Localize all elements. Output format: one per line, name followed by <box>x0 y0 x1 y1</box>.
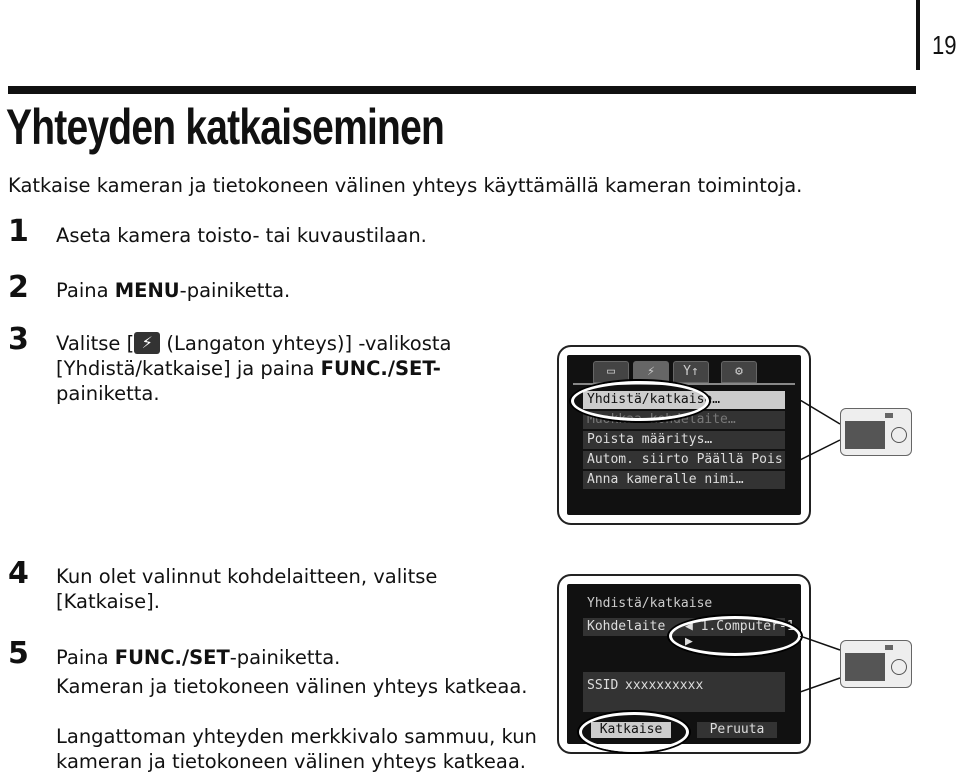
step-number: 5 <box>8 636 29 671</box>
step-text-part: [Yhdistä/katkaise] ja paina <box>56 357 321 380</box>
highlight-ellipse <box>669 616 801 656</box>
screen-display <box>567 355 801 515</box>
step-text-part: (Langaton yhteys)] -valikosta <box>160 332 452 355</box>
title-bar <box>8 86 916 94</box>
step-text-part: -painiketta. <box>229 646 341 669</box>
menu-item-auto-transfer: Autom. siirto Päällä Pois <box>583 451 785 469</box>
step-text <box>56 279 290 303</box>
step-text: Kameran ja tietokoneen välinen yhteys katkeaa. <box>56 675 528 698</box>
step-number: 1 <box>8 214 29 249</box>
note-text: Langattoman yhteyden merkkivalo sammuu, kun <box>56 725 537 748</box>
camera-screen-menu <box>557 345 811 525</box>
device-value: ◀ 1.Computer-1 ▶ <box>685 619 795 649</box>
camera-illustration <box>840 408 912 456</box>
highlight-ellipse <box>579 712 689 752</box>
step-text-part: Paina <box>56 646 115 669</box>
device-name: 1.Computer-1 <box>700 619 795 634</box>
page-number: 19 <box>932 30 957 60</box>
step-text: Kun olet valinnut kohdelaitteen, valitse <box>56 565 438 588</box>
menu-item-edit-device: Muokkaa kohdelaite… <box>583 411 785 429</box>
intro-text: Katkaise kameran ja tietokoneen välinen yhteys käyttämällä kameran toimintoja. <box>8 174 803 197</box>
screen-title: Yhdistä/katkaise <box>587 596 713 611</box>
ssid-label: SSID <box>587 678 619 693</box>
camera-illustration <box>840 640 912 688</box>
step-text-part: Paina <box>56 279 115 302</box>
step-text <box>56 357 441 381</box>
page-number-rule <box>916 0 920 70</box>
step-number: 4 <box>8 556 29 591</box>
camera-screen-disconnect <box>557 574 811 754</box>
tab-play: ▭ <box>593 361 629 383</box>
tab-setup: Y↑ <box>673 361 709 383</box>
tab-my-settings: ⚙ <box>721 361 757 383</box>
highlight-ellipse <box>571 381 709 421</box>
func-set-label: FUNC./SET <box>114 646 230 669</box>
note-text: kameran ja tietokoneen välinen yhteys katkeaa. <box>56 750 526 773</box>
step-text: [Katkaise]. <box>56 590 160 613</box>
func-set-label: FUNC./SET- <box>320 357 441 380</box>
lightning-icon: ⚡ <box>134 332 160 354</box>
page-title: Yhteyden katkaiseminen <box>6 99 445 155</box>
step-text: painiketta. <box>56 382 160 405</box>
disconnect-button: Katkaise <box>591 722 671 738</box>
menu-item-camera-name: Anna kameralle nimi… <box>583 471 785 489</box>
menu-item-delete: Poista määritys… <box>583 431 785 449</box>
menu-item-connect: Yhdistä/katkaise… <box>583 391 785 409</box>
step-text-part: Valitse [ <box>56 332 135 355</box>
step-text <box>56 646 340 670</box>
step-number: 3 <box>8 322 29 357</box>
step-number: 2 <box>8 270 29 305</box>
ssid-value: xxxxxxxxxx <box>625 678 704 693</box>
step-text-part: -painiketta. <box>179 279 291 302</box>
menu-button-label: MENU <box>114 279 180 302</box>
tab-wireless: ⚡ <box>633 361 669 383</box>
cancel-button: Peruuta <box>697 722 777 738</box>
step-text: Aseta kamera toisto- tai kuvaustilaan. <box>56 224 427 247</box>
menu-tab-row <box>573 359 795 385</box>
step-text <box>56 332 451 356</box>
device-label: Kohdelaite <box>587 619 666 634</box>
